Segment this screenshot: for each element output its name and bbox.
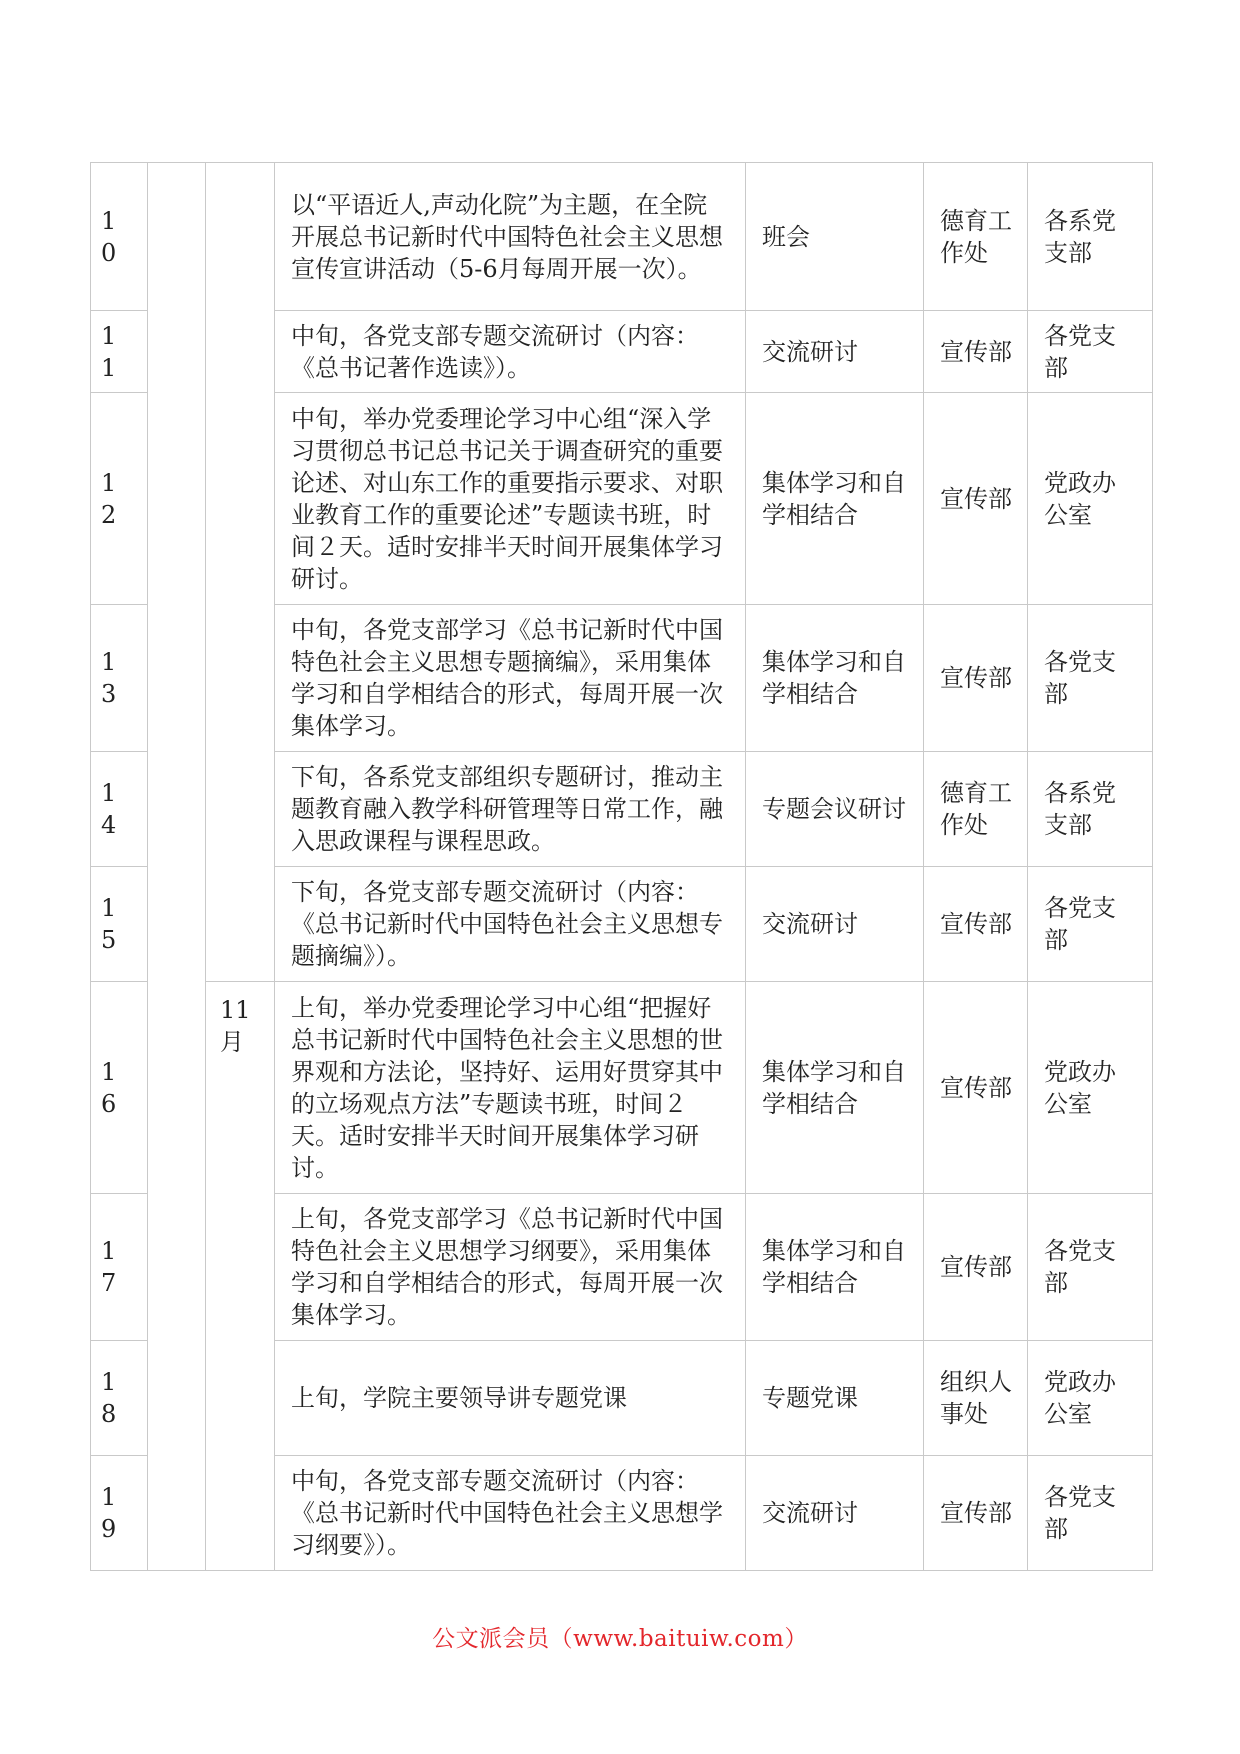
lead-department: 宣传部: [924, 311, 1028, 393]
responsible-unit: 各党支部: [1028, 311, 1153, 393]
responsible-unit: 各系党支部: [1028, 752, 1153, 867]
blank-column-cell: [148, 163, 206, 1571]
activity-content: 中旬，各党支部专题交流研讨（内容：《总书记新时代中国特色社会主义思想学习纲要》）。: [275, 1456, 746, 1571]
activity-content: 以“平语近人,声动化院”为主题，在全院开展总书记新时代中国特色社会主义思想宣传宣讲活动（5-6月每周开展一次）。: [275, 163, 746, 311]
activity-content: 下旬，各系党支部组织专题研讨，推动主题教育融入教学科研管理等日常工作，融入思政课程与课程思政。: [275, 752, 746, 867]
plan-table: [90, 162, 1153, 1571]
row-number: 1 1: [91, 311, 148, 393]
activity-form: 交流研讨: [746, 867, 924, 982]
activity-content: 上旬，举办党委理论学习中心组“把握好总书记新时代中国特色社会主义思想的世界观和方法论，坚持好、运用好贯穿其中的立场观点方法”专题读书班，时间２天。适时安排半天时间开展集体学习研讨。: [275, 982, 746, 1194]
month-text: 11 月: [220, 996, 251, 1056]
table-row: [91, 982, 1153, 1194]
row-number: 1 2: [91, 393, 148, 605]
lead-department: 德育工作处: [924, 163, 1028, 311]
row-number: 1 7: [91, 1194, 148, 1341]
activity-content: 上旬，学院主要领导讲专题党课: [275, 1341, 746, 1456]
row-number: 1 8: [91, 1341, 148, 1456]
lead-department: 组织人事处: [924, 1341, 1028, 1456]
lead-department: 宣传部: [924, 982, 1028, 1194]
lead-department: 宣传部: [924, 605, 1028, 752]
activity-content: 上旬，各党支部学习《总书记新时代中国特色社会主义思想学习纲要》，采用集体学习和自学相结合的形式，每周开展一次集体学习。: [275, 1194, 746, 1341]
activity-form: 集体学习和自学相结合: [746, 982, 924, 1194]
responsible-unit: 各党支部: [1028, 605, 1153, 752]
lead-department: 宣传部: [924, 393, 1028, 605]
responsible-unit: 各党支部: [1028, 1194, 1153, 1341]
month-label: [206, 982, 275, 1571]
lead-department: 宣传部: [924, 1194, 1028, 1341]
month-cell-continued: [206, 163, 275, 982]
activity-form: 集体学习和自学相结合: [746, 393, 924, 605]
lead-department: 宣传部: [924, 1456, 1028, 1571]
activity-form: 集体学习和自学相结合: [746, 605, 924, 752]
activity-form: 专题党课: [746, 1341, 924, 1456]
lead-department: 德育工作处: [924, 752, 1028, 867]
activity-form: 交流研讨: [746, 311, 924, 393]
activity-form: 专题会议研讨: [746, 752, 924, 867]
lead-department: 宣传部: [924, 867, 1028, 982]
row-number: 1 3: [91, 605, 148, 752]
activity-form: 班会: [746, 163, 924, 311]
row-number: 1 9: [91, 1456, 148, 1571]
row-number: 1 0: [91, 163, 148, 311]
responsible-unit: 各党支部: [1028, 1456, 1153, 1571]
row-number: 1 5: [91, 867, 148, 982]
footer-watermark-link[interactable]: 公文派会员（www.baituiw.com）: [432, 1626, 808, 1652]
activity-form: 交流研讨: [746, 1456, 924, 1571]
activity-content: 中旬，举办党委理论学习中心组“深入学习贯彻总书记总书记关于调查研究的重要论述、对山东工作的重要指示要求、对职业教育工作的重要论述”专题读书班，时间２天。适时安排半天时间开展集体学习研讨。: [275, 393, 746, 605]
responsible-unit: 党政办公室: [1028, 393, 1153, 605]
responsible-unit: 各系党支部: [1028, 163, 1153, 311]
activity-content: 中旬，各党支部学习《总书记新时代中国特色社会主义思想专题摘编》，采用集体学习和自学相结合的形式，每周开展一次集体学习。: [275, 605, 746, 752]
responsible-unit: 党政办公室: [1028, 1341, 1153, 1456]
responsible-unit: 各党支部: [1028, 867, 1153, 982]
activity-content: 下旬，各党支部专题交流研讨（内容：《总书记新时代中国特色社会主义思想专题摘编》）。: [275, 867, 746, 982]
activity-form: 集体学习和自学相结合: [746, 1194, 924, 1341]
row-number: 1 6: [91, 982, 148, 1194]
responsible-unit: 党政办公室: [1028, 982, 1153, 1194]
activity-content: 中旬，各党支部专题交流研讨（内容：《总书记著作选读》）。: [275, 311, 746, 393]
row-number: 1 4: [91, 752, 148, 867]
table-row: [91, 163, 1153, 311]
